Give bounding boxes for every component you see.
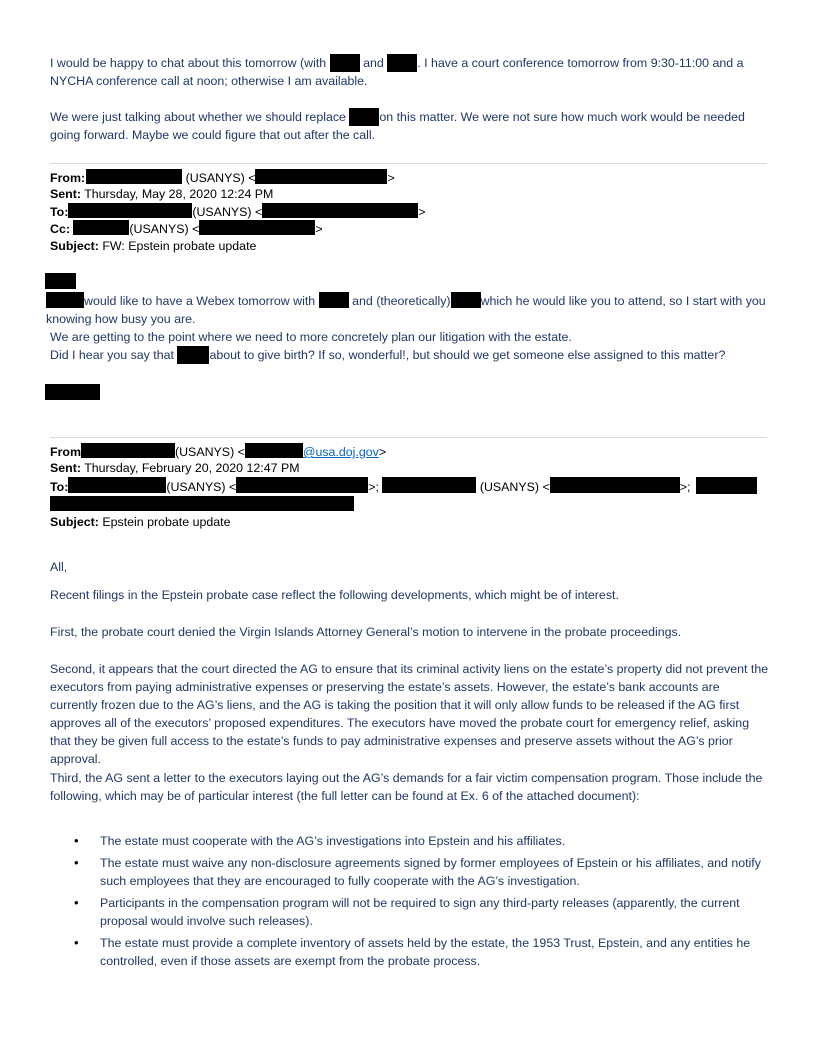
msg2-paragraph-4: Third, the AG sent a letter to the executors laying out the AG’s demands for a fair victim compensation program. Those include the following, which may be of particular interest (the full letter can be found at Ex. 6 of the attached document): [50, 771, 763, 803]
email-link[interactable]: @usa.doj.gov [302, 445, 379, 459]
list-item: • Participants in the compensation program will not be required to sign any third-party releases (apparently, the current proposal would involve such releases). [50, 894, 765, 930]
redaction [330, 54, 360, 72]
redaction [177, 346, 209, 364]
redaction [68, 203, 192, 218]
redaction [45, 273, 76, 289]
redaction [451, 292, 481, 308]
list-item: • The estate must provide a complete inventory of assets held by the estate, the 1953 Trust, Epstein, and any entities he controlled, even if those assets are exempt from the probate process. [50, 934, 765, 970]
signature-redaction [45, 384, 100, 400]
redaction [46, 292, 84, 308]
msg1-sent-line: Sent: Thursday, May 28, 2020 12:24 PM [50, 187, 274, 201]
msg2-sent-line: Sent: Thursday, February 20, 2020 12:47 PM [50, 461, 300, 475]
redaction [86, 169, 182, 184]
msg1-from-line: From: (USANYS) < > [50, 171, 395, 185]
msg1-subject-line: Subject: FW: Epstein probate update [50, 239, 257, 253]
msg1-to-line: To: (USANYS) < > [50, 205, 426, 219]
msg1-cc-line: Cc: (USANYS) < > [50, 222, 323, 236]
redaction [382, 477, 476, 493]
demands-list [50, 832, 765, 974]
divider [50, 437, 767, 438]
msg1-body-paragraph-1: would like to have a Webex tomorrow with and (theoretically) which he would like you to attend, so I start with you knowing how busy you are. [46, 294, 766, 326]
redaction [696, 477, 757, 494]
msg2-to-line: To: (USANYS) < >; (USANYS) < >; [50, 477, 770, 496]
redaction [387, 54, 417, 72]
redaction [550, 477, 680, 493]
msg2-paragraph-1: Recent filings in the Epstein probate case reflect the following developments, which might be of interest. [50, 588, 619, 602]
msg2-subject-line: Subject: Epstein probate update [50, 515, 231, 529]
redaction [199, 220, 315, 235]
msg1-body-paragraph-3: Did I hear you say that about to give birth? If so, wonderful!, but should we get someone else assigned to this matter? [50, 348, 726, 362]
list-item: • The estate must cooperate with the AG’s investigations into Epstein and his affiliates. [50, 832, 765, 850]
redaction [262, 203, 418, 218]
divider [50, 163, 767, 164]
redaction [245, 443, 303, 458]
redaction [319, 292, 349, 308]
redaction [81, 443, 175, 458]
list-item: • The estate must waive any non-disclosure agreements signed by former employees of Epstein or his affiliates, and notify such employees that they are encouraged to fully cooperate with the AG’s investigation. [50, 854, 765, 890]
redaction [50, 496, 354, 511]
msg1-body-paragraph-2: We are getting to the point where we need to more concretely plan our litigation with the estate. [50, 330, 572, 344]
redaction [73, 220, 129, 235]
msg2-greeting: All, [50, 560, 68, 574]
redaction [349, 108, 379, 126]
msg2-from-line: From (USANYS) < @usa.doj.gov> [50, 445, 387, 459]
redaction [236, 477, 368, 493]
reply-paragraph-2: We were just talking about whether we should replace on this matter. We were not sure how much work would be needed going forward. Maybe we could figure that out after the call. [50, 110, 745, 142]
redaction [255, 169, 387, 184]
reply-paragraph-1: I would be happy to chat about this tomorrow (with and . I have a court conference tomorrow from 9:30-11:00 and a NYCHA conference call at noon; otherwise I am available. [50, 56, 744, 88]
msg2-paragraph-3: Second, it appears that the court directed the AG to ensure that its criminal activity liens on the estate’s property did not prevent the executors from paying administrative expenses or preserving the estate’s assets. However, the estate’s bank accounts are currently frozen due to the AG’s liens, and the AG is taking the position that it will only allow funds to be released if the AG first approves all of the executors’ proposed expenditures. The executors have moved the probate court for emergency relief, asking that they be given full access to the estate’s funds to pay administrative expenses and preserve assets without the AG’s prior approval. [50, 662, 769, 766]
redaction [68, 477, 166, 493]
msg2-paragraph-2: First, the probate court denied the Virgin Islands Attorney General’s motion to intervene in the probate proceedings. [50, 625, 682, 639]
